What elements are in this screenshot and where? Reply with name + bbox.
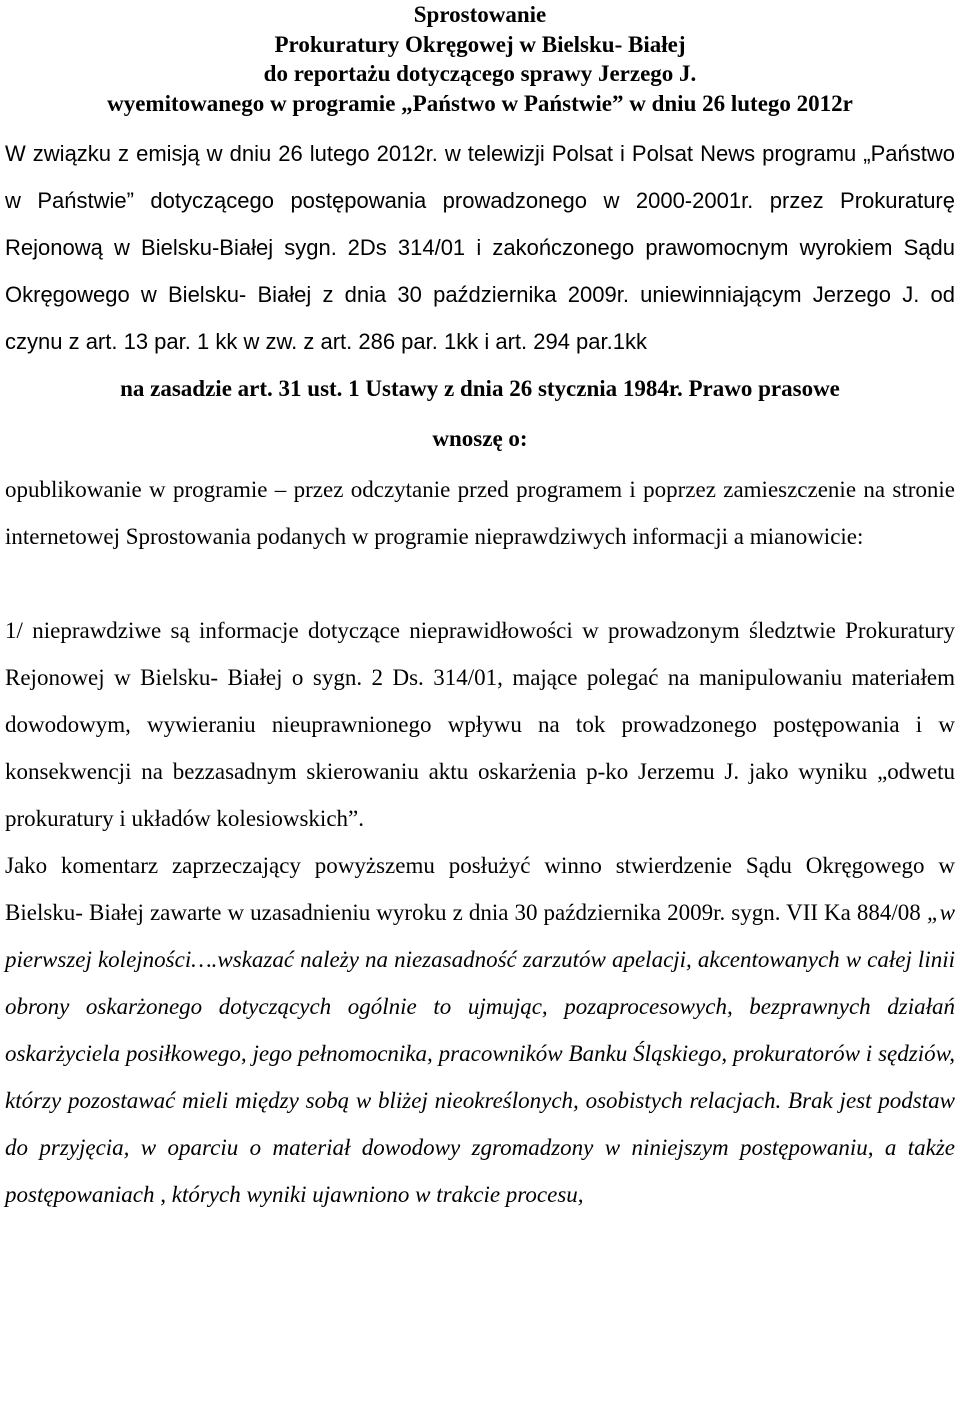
document-title bbox=[5, 0, 955, 118]
point-1-paragraph: 1/ nieprawdziwe są informacje dotyczące nieprawidłowości w prowadzonym śledztwie Prokuratury Rejonowej w Bielsku- Białej o sygn. 2 Ds. 314/01, mające polegać na manipulowaniu materiałem dowodowym, wywieraniu nieuprawnionego wpływu na tok prowadzonego postępowania i w konsekwencji na bezzasadnym skierowaniu aktu oskarżenia p-ko Jerzemu J. jako wyniku „odwetu prokuratury i układów kolesiowskich”. bbox=[5, 618, 955, 831]
intro-paragraph bbox=[5, 130, 955, 365]
paragraph-spacer bbox=[5, 560, 955, 607]
title-line-2: Prokuratury Okręgowej w Bielsku- Białej bbox=[274, 31, 686, 57]
legal-basis: na zasadzie art. 31 ust. 1 Ustawy z dnia 26 stycznia 1984r. Prawo prasowe bbox=[120, 376, 840, 401]
intro-serif-text: 2Ds 314/01 i zakończonego prawomocnym wyrokiem Sądu Okręgowego w Bielsku- Białej z dnia 30 października 2009r. uniewinniającym Jerzego J. od czynu z art. 13 par. 1 kk w zw. z art. 286 par. 1kk i art. 294 par.1kk bbox=[5, 235, 956, 354]
request-heading: wnoszę o: bbox=[432, 426, 528, 451]
comment-paragraph bbox=[5, 842, 955, 1218]
title-line-4: wyemitowanego w programie „Państwo w Państwie” w dniu 26 lutego 2012r bbox=[107, 90, 853, 116]
title-line-3: do reportażu dotyczącego sprawy Jerzego J. bbox=[263, 61, 697, 86]
intro-sans-text: W związku z emisją w dniu 26 lutego 2012r. w telewizji Polsat i Polsat News programu „Państwo w Państwie” dotyczącego postępowania prowadzonego w 2000-2001r. przez Prokuraturę Rejonową w Bielsku-Białej sygn. bbox=[5, 141, 955, 260]
request-paragraph: opublikowanie w programie – przez odczytanie przed programem i poprzez zamieszczenie na stronie internetowej Sprostowania podanych w programie nieprawdziwych informacji a mianowicie: bbox=[5, 477, 955, 549]
court-quote-text: „w pierwszej kolejności….wskazać należy na niezasadność zarzutów apelacji, akcentowanych w całej linii obrony oskarżonego dotyczących ogólnie to ujmując, pozaprocesowych, bezprawnych działań oskarżyciela posiłkowego, jego pełnomocnika, pracowników Banku Śląskiego, prokuratorów i sędziów, którzy pozostawać mieli między sobą w bliżej nieokreślonych, osobistych relacjach. Brak jest podstaw do przyjęcia, w oparciu o materiał dowodowy zgromadzony w niniejszym postępowaniu, a także postępowaniach , których wyniki ujawniono w trakcie procesu, bbox=[5, 900, 955, 1207]
title-line-1: Sprostowanie bbox=[413, 2, 547, 27]
comment-normal-text: Jako komentarz zaprzeczający powyższemu posłużyć winno stwierdzenie Sądu Okręgowego w Bielsku- Białej zawarte w uzasadnieniu wyroku z dnia 30 października 2009r. sygn. VII Ka 884/08 bbox=[5, 853, 955, 925]
